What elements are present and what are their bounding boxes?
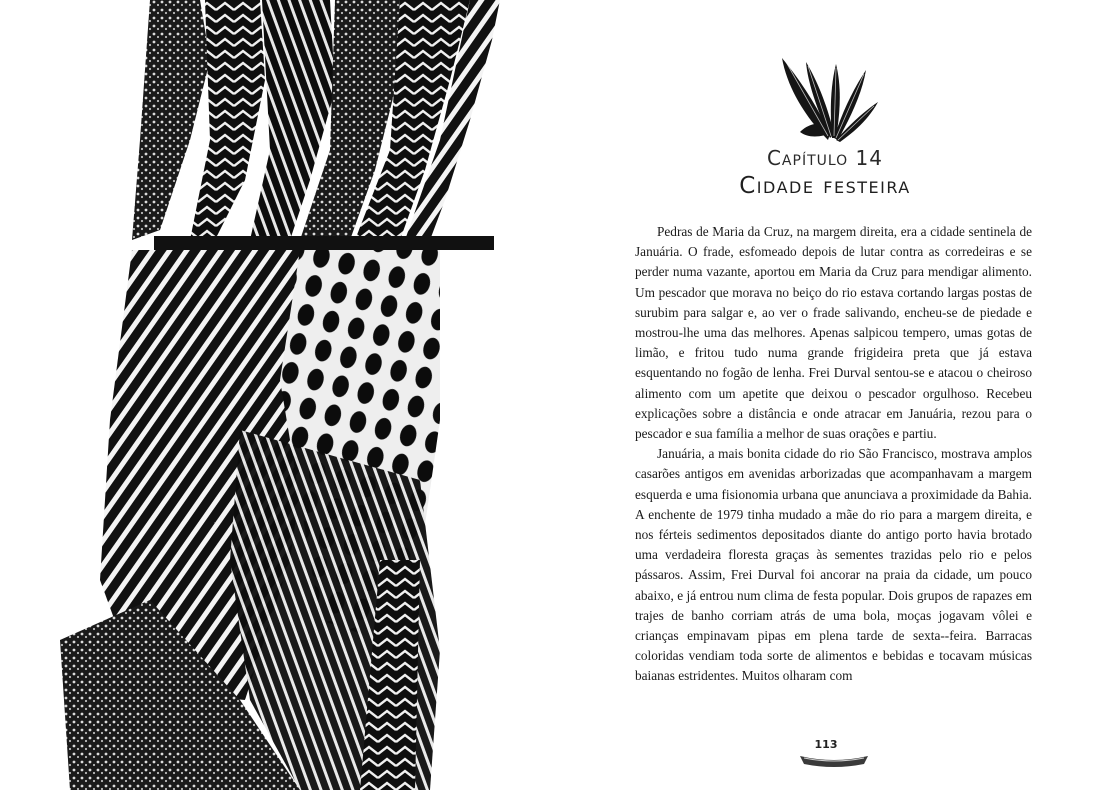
feather-bouquet-icon (780, 52, 880, 144)
text-page (550, 0, 1100, 790)
chapter-label: Capítulo 14 (766, 146, 884, 170)
chapter-title: Cidade festeira (739, 173, 911, 199)
paragraph: Januária, a mais bonita cidade do rio São Francisco, mostrava amplos casarões antigos em avenidas arborizadas que acompanhavam a margem esquerda e uma fisionomia urbana que anunciava a proximidade da Bahia. A enchente de 1979 tinha mudado a mãe do rio para a margem direita, e nos férteis sedimentos depositados diante do antigo porto havia brotado uma verdadeira floresta graças às sementes trazidas pelo rio e pelos pássaros. Assim, Frei Durval foi ancorar na praia da cidade, um pouco abaixo, e já entrou num clima de festa popular. Dois grupos de rapazes em trajes de banho corriam atrás de uma bola, moças jogavam vôlei e crianças empinavam pipas em plena tarde de sexta--feira. Barracas coloridas vendiam toda sorte de alimentos e bebidas e tocavam músicas baianas estridentes. Muitos olharam com (635, 446, 1032, 684)
paragraph: Pedras de Maria da Cruz, na margem direita, era a cidade sentinela de Januária. O frade, esfomeado depois de lutar contra as corredeiras e se perder numa vazante, aportou em Maria da Cruz para mendigar alimento. Um pescador que morava no beiço do rio estava cortando largas postas de surubim para salgar e, ao ver o frade salivando, encheu-se de piedade e mostrou-lhe uma das melhores. Apenas salpicou tempero, umas gotas de limão, e fritou tudo numa grande frigideira preta que já estava esquentando no fogão de lenha. Frei Durval sentou-se e atacou o cheiroso alimento com um apetite que deixou o pescador orgulhoso. Recebeu explicações sobre a distância e onde atracar em Januária, rezou para o pescador e sua família a melhor de suas orações e partiu. (635, 224, 1032, 442)
page-number: 113 (814, 738, 838, 751)
chapter-body (635, 222, 1032, 687)
canoe-icon (798, 752, 870, 770)
